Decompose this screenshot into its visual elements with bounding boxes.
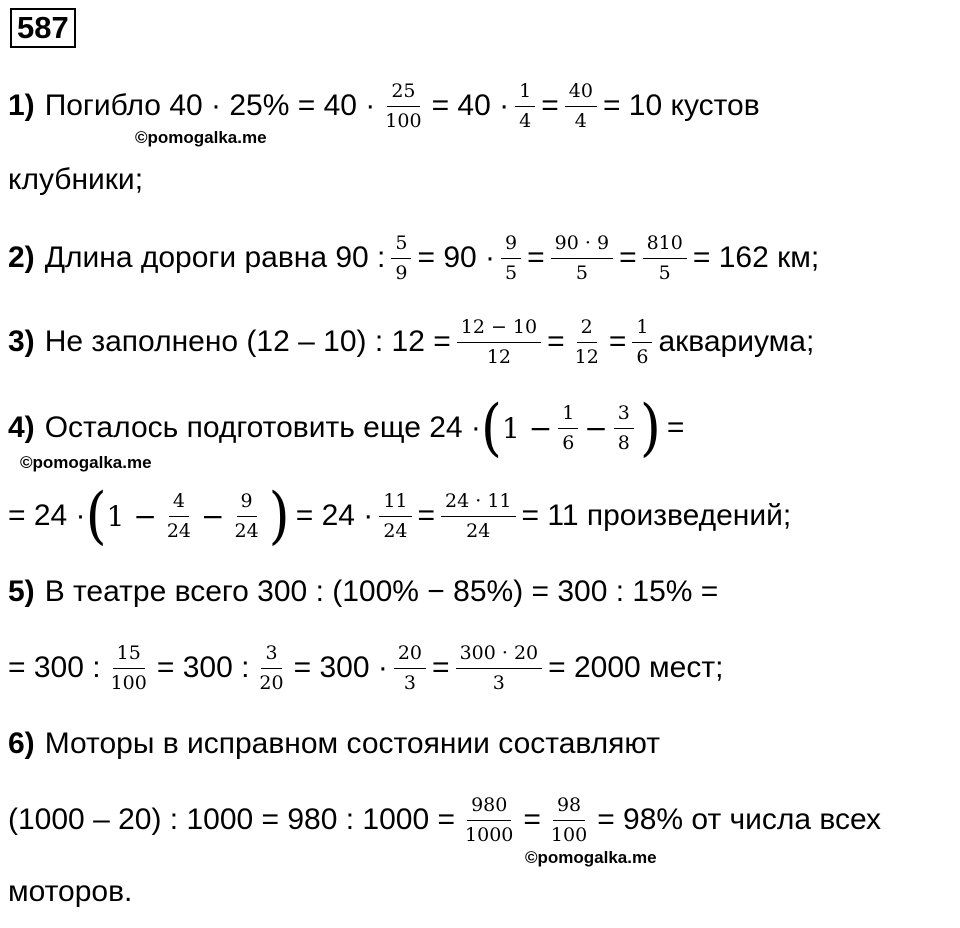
item-3-line xyxy=(8,306,814,378)
item-2-line xyxy=(8,222,819,294)
item-6-l3-text: моторов. xyxy=(8,875,133,908)
item-3-fraction-1: $\frac{12 - 10}{12}$ xyxy=(457,315,541,369)
item-2-text-2: = 90 · xyxy=(417,241,496,274)
item-4-paren-close: ) xyxy=(639,391,661,464)
item-6-fraction-1: $\frac{980}{1000}$ xyxy=(465,793,514,846)
item-5-number: 5) xyxy=(8,575,35,608)
item-3-text-2: = xyxy=(547,325,565,358)
item-3-text-4: аквариума; xyxy=(658,325,815,358)
item-4-number: 4) xyxy=(8,411,35,444)
item-2-text-3: = xyxy=(527,241,545,274)
item-2-text-5: = 162 км; xyxy=(692,241,820,274)
item-5-fraction-3: $\frac{20}{3}$ xyxy=(394,641,426,695)
item-4-expr-a1: 1 − xyxy=(502,411,553,445)
item-3-number: 3) xyxy=(8,325,35,358)
item-4-l2-fraction-3: $\frac{11}{24}$ xyxy=(379,489,411,543)
item-4-l2-text-3: = xyxy=(417,499,436,532)
item-4-l2-fraction-4: $\frac{24 \cdot 11}{24}$ xyxy=(441,489,515,543)
item-1-text-1: Погибло 40 · 25% = 40 · xyxy=(44,89,376,122)
item-3-fraction-3: $\frac{1}{6}$ xyxy=(632,315,652,369)
item-2-text-4: = xyxy=(619,241,637,274)
item-4-expr-a2: − xyxy=(584,411,608,445)
item-5-line-1 xyxy=(8,556,718,628)
item-5-fraction-4: $\frac{300 \cdot 20}{3}$ xyxy=(456,641,543,695)
item-4-line-2 xyxy=(8,480,791,552)
item-6-text-1: Моторы в исправном состоянии составляют xyxy=(44,727,660,760)
item-6-line-3 xyxy=(8,856,132,928)
item-6-line-1 xyxy=(8,708,660,780)
problem-number: 587 xyxy=(17,10,69,45)
item-6-l2-text-2: = xyxy=(523,803,541,836)
item-2-fraction-3: $\frac{90 \cdot 9}{5}$ xyxy=(551,231,613,285)
item-1-continuation xyxy=(8,144,143,216)
item-2-fraction-2: $\frac{9}{5}$ xyxy=(501,231,521,285)
item-4-text-2: = xyxy=(666,411,685,444)
item-4-l2-text-4: = 11 произведений; xyxy=(521,499,792,532)
item-4-fraction-1: $\frac{1}{6}$ xyxy=(558,401,578,455)
watermark-1: ©pomogalka.me xyxy=(135,128,267,147)
item-3-text-3: = xyxy=(608,325,627,358)
item-1-line xyxy=(8,70,760,142)
item-1-fraction-2: $\frac{1}{4}$ xyxy=(515,79,535,133)
item-6-line-2 xyxy=(8,784,881,856)
item-5-fraction-1: $\frac{15}{100}$ xyxy=(110,641,147,694)
item-4-l2-expr-b2: − xyxy=(201,499,225,533)
item-2-text-1: Длина дороги равна 90 : xyxy=(44,241,386,274)
problem-number-box xyxy=(10,8,76,48)
item-4-paren-open: ( xyxy=(480,391,502,464)
item-2-fraction-1: $\frac{5}{9}$ xyxy=(391,231,411,285)
item-4-text-1: Осталось подготовить еще 24 · xyxy=(44,411,481,444)
item-5-line-2 xyxy=(8,632,723,704)
item-4-l2-text-2: = 24 · xyxy=(295,499,374,532)
item-5-fraction-2: $\frac{3}{20}$ xyxy=(259,641,284,694)
item-4-l2-fraction-1: $\frac{4}{24}$ xyxy=(166,489,192,542)
item-5-text-1: В театре всего 300 : (100% − 85%) = 300 : 15% = xyxy=(44,575,719,608)
item-6-fraction-2: $\frac{98}{100}$ xyxy=(550,793,588,846)
item-4-l2-fraction-2: $\frac{9}{24}$ xyxy=(234,489,259,542)
item-2-number: 2) xyxy=(8,241,35,274)
item-5-l2-text-4: = xyxy=(432,651,450,684)
item-4-l2-paren-close: ) xyxy=(268,479,290,552)
item-4-fraction-2: $\frac{3}{8}$ xyxy=(614,401,634,455)
item-4-l2-paren-open: ( xyxy=(85,479,107,552)
item-5-l2-text-5: = 2000 мест; xyxy=(548,651,724,684)
item-1-fraction-3: $\frac{40}{4}$ xyxy=(565,79,597,133)
item-1-text-4: = 10 кустов xyxy=(602,89,760,122)
item-1-fraction-1: $\frac{25}{100}$ xyxy=(385,79,422,132)
item-5-l2-text-2: = 300 : xyxy=(156,651,250,684)
item-3-text-1: Не заполнено (12 – 10) : 12 = xyxy=(44,325,451,358)
item-4-l2-text-1: = 24 · xyxy=(8,499,86,532)
item-1-text-2: = 40 · xyxy=(431,89,510,122)
item-4-l2-expr-b1: 1 − xyxy=(106,499,157,533)
item-5-l2-text-3: = 300 · xyxy=(293,651,388,684)
item-1-number: 1) xyxy=(8,89,35,122)
item-1-cont-text: клубники; xyxy=(8,163,144,196)
watermark-3: ©pomogalka.me xyxy=(525,848,657,867)
item-6-number: 6) xyxy=(8,727,35,760)
item-5-l2-text-1: = 300 : xyxy=(8,651,101,684)
item-3-fraction-2: $\frac{2}{12}$ xyxy=(574,315,599,368)
item-6-l2-text-1: (1000 – 20) : 1000 = 980 : 1000 = xyxy=(8,803,456,836)
item-1-text-3: = xyxy=(541,89,559,122)
item-6-l2-text-3: = 98% от числа всех xyxy=(597,803,882,836)
watermark-2: ©pomogalka.me xyxy=(20,453,152,472)
item-2-fraction-4: $\frac{810}{5}$ xyxy=(643,231,687,285)
